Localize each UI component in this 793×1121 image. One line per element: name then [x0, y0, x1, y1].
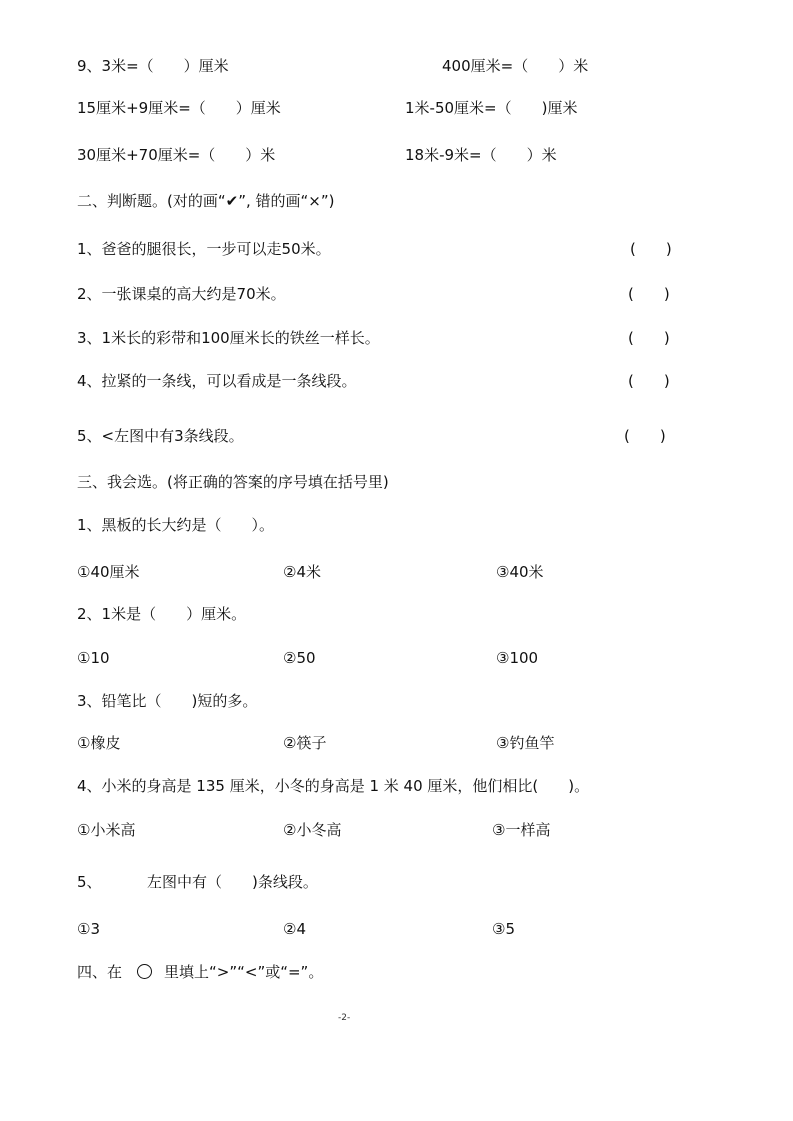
section-three-heading: 三、我会选。(将正确的答案的序号填在括号里): [77, 473, 389, 491]
choice-q2-option-3[interactable]: ③100: [496, 649, 539, 667]
choice-q3-option-2[interactable]: ②筷子: [283, 734, 327, 752]
conversion-row3-right: 18米-9米=（ ）米: [405, 146, 557, 164]
choice-q5-option-1[interactable]: ①3: [77, 920, 100, 938]
conversion-row2-left: 15厘米+9厘米=（ ）厘米: [77, 99, 281, 117]
judge-answer-blank-1[interactable]: ( ): [630, 240, 672, 258]
choice-q4-option-1[interactable]: ①小米高: [77, 821, 136, 839]
judge-answer-blank-2[interactable]: ( ): [628, 285, 670, 303]
choice-q5-option-3[interactable]: ③5: [492, 920, 515, 938]
section-four-heading-suffix: 里填上“>”“<”或“=”。: [164, 963, 324, 981]
choice-q1-option-2[interactable]: ②4米: [283, 563, 321, 581]
choice-q2-option-1[interactable]: ①10: [77, 649, 110, 667]
judge-answer-blank-5[interactable]: ( ): [624, 427, 666, 445]
judge-item-1: 1、爸爸的腿很长，一步可以走50米。: [77, 240, 331, 258]
choice-q4-option-3[interactable]: ③一样高: [492, 821, 551, 839]
choice-question-5-number: 5、: [77, 873, 102, 891]
choice-q5-option-2[interactable]: ②4: [283, 920, 306, 938]
choice-question-3: 3、铅笔比（ )短的多。: [77, 692, 258, 710]
page-number: -2-: [338, 1013, 351, 1023]
judge-item-3: 3、1米长的彩带和100厘米长的铁丝一样长。: [77, 329, 380, 347]
choice-question-4: 4、小米的身高是 135 厘米，小冬的身高是 1 米 40 厘米，他们相比( )。: [77, 777, 590, 795]
choice-question-2: 2、1米是（ ）厘米。: [77, 605, 247, 623]
section-two-heading: 二、判断题。(对的画“✔”, 错的画“×”): [77, 192, 335, 210]
choice-question-5-text: 左图中有（ )条线段。: [147, 873, 318, 891]
judge-item-5: 5、<左图中有3条线段。: [77, 427, 244, 445]
conversion-q9-left: 9、3米=（ ）厘米: [77, 57, 229, 75]
choice-q3-option-1[interactable]: ①橡皮: [77, 734, 121, 752]
choice-q1-option-3[interactable]: ③40米: [496, 563, 544, 581]
conversion-q9-right: 400厘米=（ ）米: [442, 57, 589, 75]
judge-answer-blank-3[interactable]: ( ): [628, 329, 670, 347]
judge-item-4: 4、拉紧的一条线，可以看成是一条线段。: [77, 372, 357, 390]
compare-circle-icon: [137, 964, 152, 979]
choice-question-1: 1、黑板的长大约是（ ）。: [77, 516, 275, 534]
choice-q3-option-3[interactable]: ③钓鱼竿: [496, 734, 555, 752]
conversion-row2-right: 1米-50厘米=（ )厘米: [405, 99, 578, 117]
choice-q2-option-2[interactable]: ②50: [283, 649, 316, 667]
choice-q1-option-1[interactable]: ①40厘米: [77, 563, 140, 581]
choice-q4-option-2[interactable]: ②小冬高: [283, 821, 342, 839]
judge-answer-blank-4[interactable]: ( ): [628, 372, 670, 390]
conversion-row3-left: 30厘米+70厘米=（ ）米: [77, 146, 276, 164]
section-four-heading-prefix: 四、在: [77, 963, 123, 981]
judge-item-2: 2、一张课桌的高大约是70米。: [77, 285, 286, 303]
